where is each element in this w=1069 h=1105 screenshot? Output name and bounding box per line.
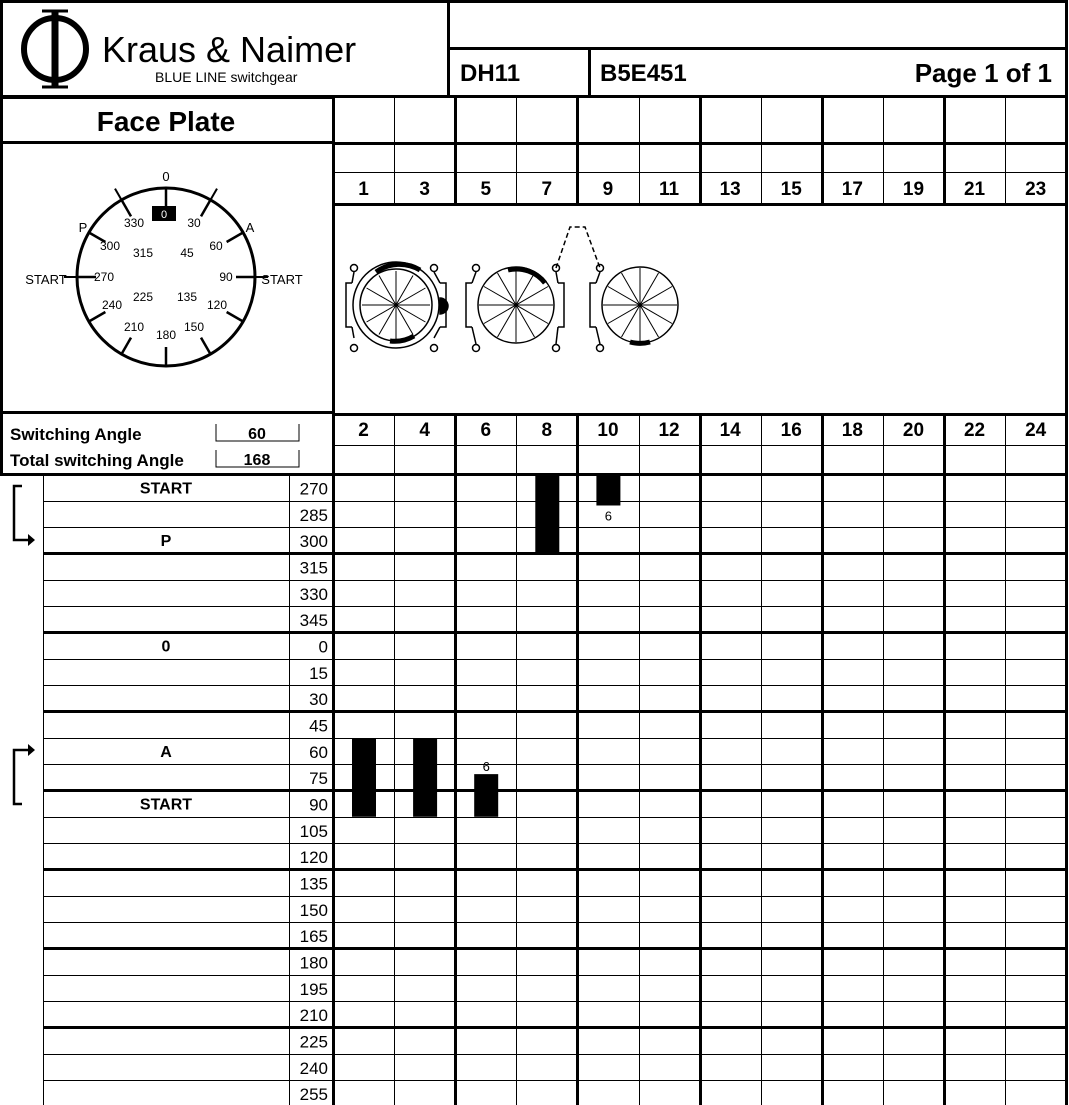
dial-angle: 225 (132, 290, 154, 304)
position-angle: 120 (299, 848, 328, 868)
terminal-number: 8 (541, 420, 553, 441)
dial-angle: 45 (180, 246, 194, 260)
terminal-number: 16 (780, 420, 802, 441)
position-angle: 255 (299, 1085, 328, 1105)
position-angle: 165 (299, 927, 328, 947)
position-label: P (160, 533, 172, 551)
position-angle: 180 (299, 953, 328, 973)
dial-angle: 300 (99, 239, 121, 253)
contact-bars (352, 476, 620, 817)
position-label: 0 (161, 638, 171, 656)
position-angle: 105 (299, 821, 328, 841)
sequence-bracket-p (14, 486, 35, 546)
position-angle: 300 (299, 532, 328, 552)
contact-note: 6 (604, 508, 613, 524)
contact-7-8 (535, 476, 559, 554)
dial-label-start-left: START (25, 272, 67, 287)
position-label: START (139, 480, 193, 498)
terminal-number: 2 (358, 420, 369, 441)
switching-angle-value: 60 (248, 426, 266, 443)
position-angle: 330 (299, 584, 328, 604)
switch-schematic (346, 227, 678, 352)
dial-label-a: A (245, 220, 255, 235)
terminal-number: 6 (480, 420, 492, 441)
terminal-number: 18 (841, 420, 863, 441)
dial-angle: 240 (101, 298, 123, 312)
position-angle: 210 (299, 1006, 328, 1026)
contact-3-4 (413, 739, 437, 817)
sequence-bracket-a (14, 744, 35, 804)
position-angle: 135 (299, 874, 328, 894)
terminal-number: 5 (480, 179, 492, 200)
terminal-number: 7 (541, 179, 553, 200)
dial-label-start-right: START (261, 272, 303, 287)
position-angle: 315 (299, 558, 328, 578)
dial-angle: 270 (93, 270, 115, 284)
position-angle: 285 (299, 505, 328, 525)
position-angle: 75 (309, 769, 328, 789)
brand-name: Kraus & Naimer (102, 29, 357, 70)
terminal-number: 3 (419, 179, 430, 200)
dial-position-marker (211, 189, 218, 200)
dial-position-marker (115, 189, 122, 200)
position-angle: 15 (309, 663, 328, 683)
terminal-number: 13 (719, 179, 741, 200)
dial-angle: 180 (155, 328, 177, 342)
dial-angle: 30 (187, 216, 201, 230)
face-plate-title: Face Plate (96, 106, 236, 137)
brand-logo (24, 10, 86, 88)
terminal-number: 15 (780, 179, 802, 200)
dial-tick (227, 233, 243, 243)
brand-tagline: BLUE LINE switchgear (155, 69, 298, 85)
model-code: DH11 (460, 60, 521, 87)
dial-tick (227, 312, 243, 322)
total-switching-angle-value: 168 (243, 452, 271, 469)
position-angle: 225 (299, 1032, 328, 1052)
dial-angle: 0 (160, 209, 168, 221)
dial-tick (89, 312, 105, 322)
terminal-number: 14 (719, 420, 741, 441)
total-switching-angle-label: Total switching Angle (10, 451, 184, 470)
position-angle: 60 (309, 742, 328, 762)
contact-1-2 (352, 739, 376, 817)
position-label: A (160, 743, 172, 761)
terminal-number: 4 (419, 420, 430, 441)
contact-5-6 (474, 774, 498, 817)
face-plate-panel (0, 96, 333, 474)
terminal-number: 20 (902, 420, 925, 441)
dial-label-0: 0 (162, 169, 170, 184)
dial-angle: 150 (183, 320, 205, 334)
position-angle: 45 (309, 716, 328, 736)
terminal-header-grid (0, 96, 1068, 1105)
position-angle: 150 (299, 900, 328, 920)
terminal-number: 12 (658, 420, 680, 441)
dial-tick (122, 200, 132, 216)
contact-note: 6 (482, 759, 490, 775)
terminal-number: 9 (602, 179, 614, 200)
switching-angle-label: Switching Angle (10, 425, 142, 444)
terminal-number: 10 (597, 420, 619, 441)
position-label: START (139, 796, 193, 814)
header (2, 2, 1067, 97)
position-angle: 345 (299, 611, 328, 631)
position-angle: 240 (299, 1058, 328, 1078)
position-angle: 90 (309, 795, 328, 815)
position-table (43, 474, 1068, 1105)
terminal-number: 19 (902, 179, 925, 200)
dial-angle: 315 (132, 246, 154, 260)
dial-tick (122, 338, 132, 354)
page-indicator: Page 1 of 1 (914, 58, 1052, 88)
dial-angle: 135 (176, 290, 198, 304)
dial-tick (201, 338, 211, 354)
dial-angle: 210 (123, 320, 145, 334)
dial-angle: 90 (219, 270, 233, 284)
terminal-number: 21 (963, 179, 986, 200)
position-angle: 195 (299, 979, 328, 999)
position-angle: 30 (309, 690, 328, 710)
terminal-number: 24 (1025, 420, 1047, 441)
switching-angle-block (10, 424, 299, 470)
stage-2 (466, 227, 600, 352)
terminal-number: 22 (963, 420, 986, 441)
dial-label-p: P (78, 220, 88, 235)
position-angle: 270 (299, 479, 328, 499)
dial-tick (201, 200, 211, 216)
dial-angle: 120 (206, 298, 228, 312)
dial-angle: 60 (209, 239, 223, 253)
program-code: B5E451 (600, 60, 687, 87)
position-angle: 0 (318, 637, 328, 657)
terminal-number: 17 (841, 179, 863, 200)
dial-angle: 330 (123, 216, 145, 230)
terminal-number: 11 (659, 179, 680, 200)
terminal-number: 1 (358, 179, 369, 200)
terminal-number: 23 (1025, 179, 1047, 200)
contact-9-10 (596, 476, 620, 506)
